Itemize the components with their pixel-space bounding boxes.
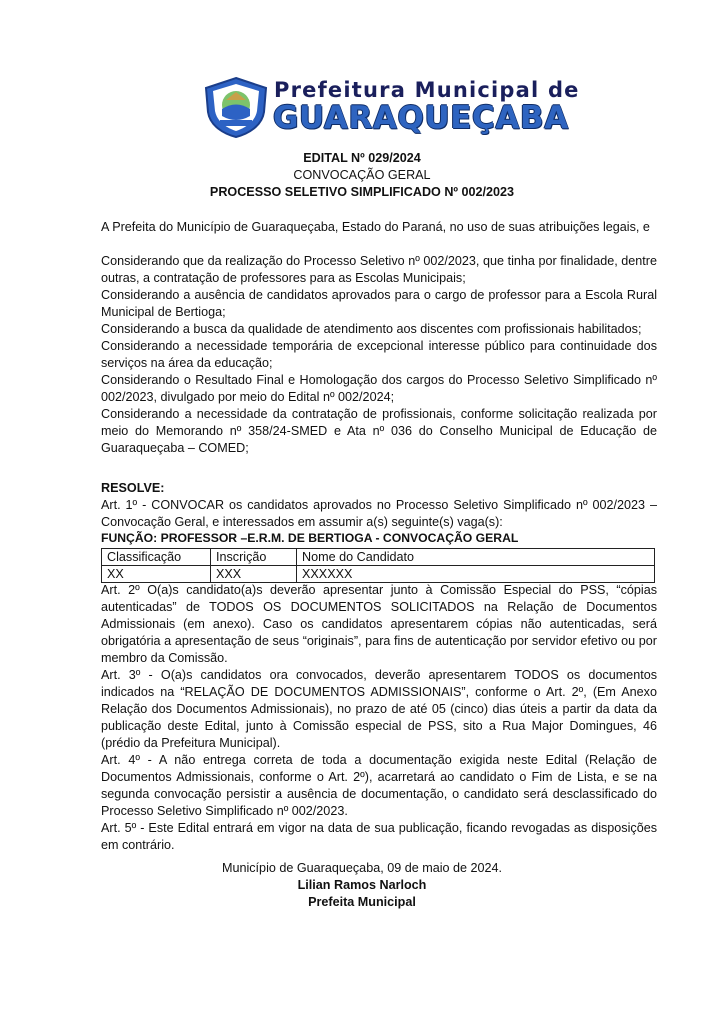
- article-4: Art. 4º - A não entrega correta de toda a documentação exigida neste Edital (Relação de Documentos Admissionais, conforme o Art. 2º), acarretará ao candidato o Fim de Lista, e se na segunda convocação persistir a ausência de documentação, o candidato será desclassificado do Processo Seletivo Simplificado nº 002/2023.: [101, 753, 657, 818]
- considerando-item: Considerando a busca da qualidade de atendimento aos discentes com profissionais habilitados;: [101, 322, 642, 336]
- resolve-heading: RESOLVE:: [101, 481, 165, 495]
- signature-block: [0, 860, 724, 911]
- considerando-item: Considerando o Resultado Final e Homologação dos cargos do Processo Seletivo Simplificado nº 002/2023, divulgado por meio do Edital nº 002/2024;: [101, 373, 657, 404]
- intro-paragraph: A Prefeita do Município de Guaraqueçaba, Estado do Paraná, no uso de suas atribuições legais, e: [101, 220, 650, 234]
- column-header: Nome do Candidato: [297, 549, 655, 566]
- candidates-table: [101, 548, 655, 583]
- table-cell: XXXXXX: [297, 566, 655, 583]
- considerando-item: Considerando que da realização do Processo Seletivo nº 002/2023, que tinha por finalidade, dentre outras, a contratação de professores para as Escolas Municipais;: [101, 254, 657, 285]
- considerando-item: Considerando a ausência de candidatos aprovados para o cargo de professor para a Escola Rural Municipal de Bertioga;: [101, 288, 657, 319]
- considerandos-block: [101, 253, 657, 457]
- table-row: [102, 566, 655, 583]
- article-3: Art. 3º - O(a)s candidatos ora convocados, deverão apresentarem TODOS os documentos indicados na “RELAÇÃO DE DOCUMENTOS ADMISSIONAIS”, conforme o Art. 2º, (Em Anexo Relação dos Documentos Admissionais), no prazo de até 05 (cinco) dias úteis a partir da data da publicação deste Edital, junto à Comissão especial de PSS, sito a Rua Major Domingues, 46 (prédio da Prefeitura Municipal).: [101, 668, 657, 750]
- place-date: Município de Guaraqueçaba, 09 de maio de 2024.: [221, 861, 503, 875]
- convocacao-title: CONVOCAÇÃO GERAL: [293, 168, 431, 182]
- table-cell: XX: [102, 566, 211, 583]
- document-titles: [0, 150, 724, 201]
- article-2: Art. 2º O(a)s candidato(a)s deverão apresentar junto à Comissão Especial do PSS, “cópias autenticadas” de TODOS OS DOCUMENTOS SOLICITADOS na Relação de Documentos Admissionais (em anexo). Caso os candidatos apresentarem cópias não autenticadas, será obrigatória a apresentação de seus “originais”, para fins de autenticação por servidor efetivo ou por membro da Comissão.: [101, 583, 657, 665]
- brand-line-1: Prefeitura Municipal de: [274, 78, 580, 102]
- edital-number: EDITAL Nº 029/2024: [303, 151, 421, 165]
- column-header: Inscrição: [211, 549, 297, 566]
- table-header-row: [102, 549, 655, 566]
- signatory-role: Prefeita Municipal: [308, 895, 416, 909]
- articles-block: [101, 582, 657, 854]
- considerando-item: Considerando a necessidade temporária de excepcional interesse público para continuidade dos serviços na área da educação;: [101, 339, 657, 370]
- municipal-crest-logo: [204, 76, 268, 138]
- signatory-name: Lilian Ramos Narloch: [297, 878, 427, 892]
- column-header: Classificação: [102, 549, 211, 566]
- table-cell: XXX: [211, 566, 297, 583]
- brand-line-2: GUARAQUEÇABA: [273, 100, 569, 136]
- article-5: Art. 5º - Este Edital entrará em vigor na data de sua publicação, ficando revogadas as disposições em contrário.: [101, 821, 657, 852]
- funcao-heading: FUNÇÃO: PROFESSOR –E.R.M. DE BERTIOGA - CONVOCAÇÃO GERAL: [101, 531, 519, 545]
- article-1: Art. 1º - CONVOCAR os candidatos aprovados no Processo Seletivo Simplificado nº 002/2023 – Convocação Geral, e interessados em assumir a(s) seguinte(s) vaga(s):: [101, 498, 657, 529]
- letterhead: [204, 76, 580, 138]
- processo-title: PROCESSO SELETIVO SIMPLIFICADO Nº 002/2023: [209, 185, 515, 199]
- considerando-item: Considerando a necessidade da contratação de profissionais, conforme solicitação realizada por meio do Memorando nº 358/24-SMED e Ata nº 036 do Conselho Municipal de Educação de Guaraqueçaba – COMED;: [101, 407, 657, 455]
